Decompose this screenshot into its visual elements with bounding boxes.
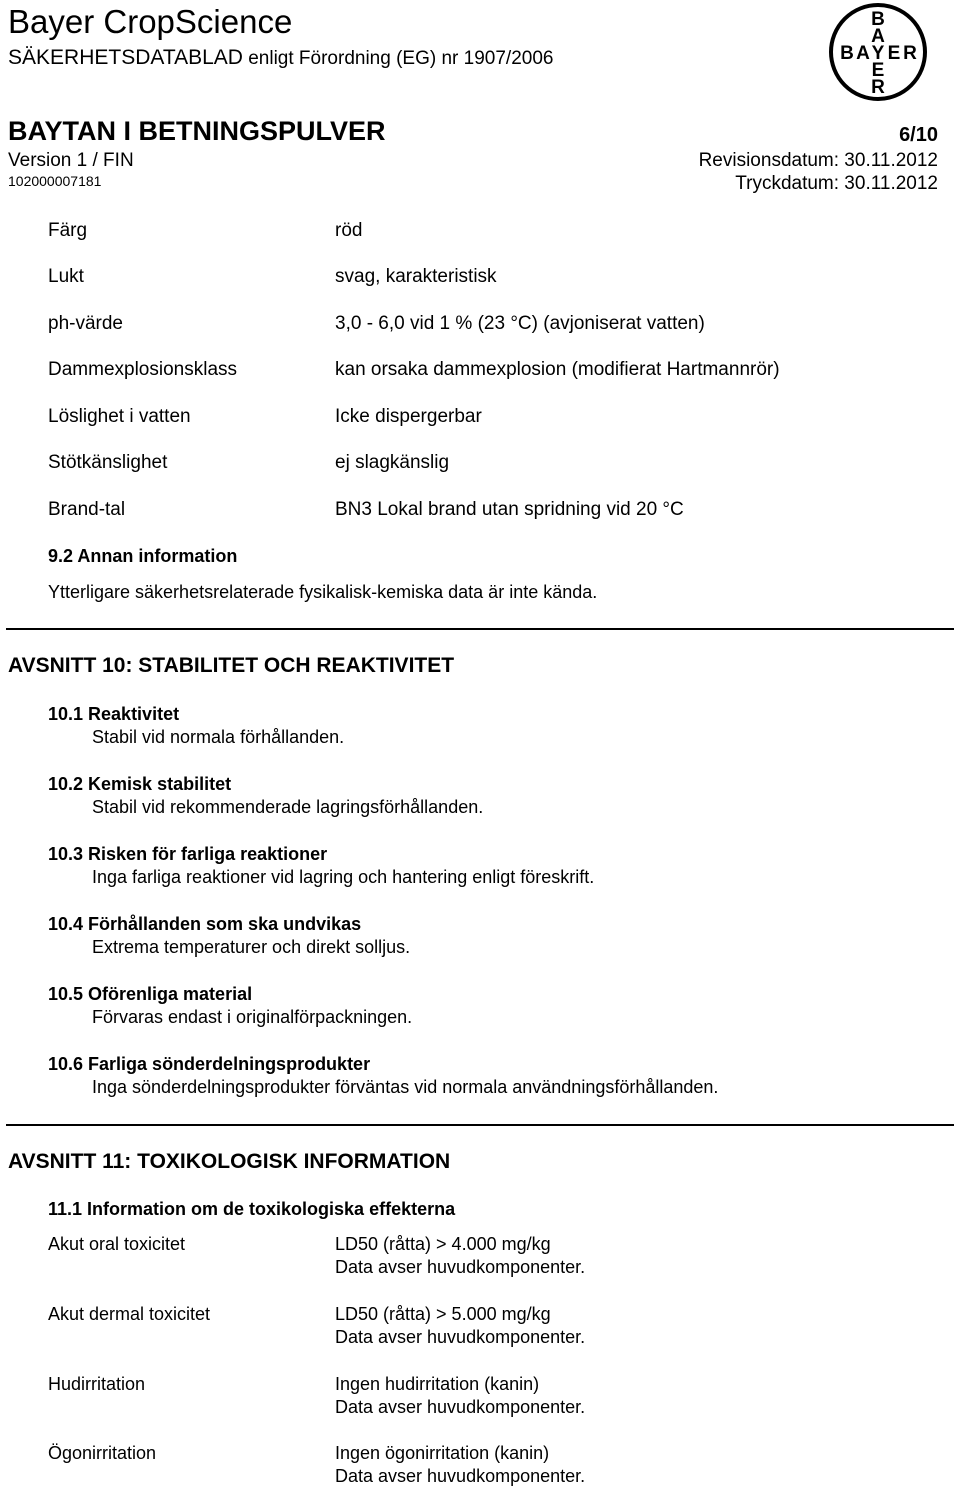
property-label: Lukt (48, 266, 84, 287)
subsection-text: Förvaras endast i originalförpackningen. (92, 1007, 413, 1027)
svg-text:A: A (871, 26, 885, 47)
svg-text:A: A (856, 43, 870, 64)
svg-text:B: B (840, 43, 854, 64)
property-label: Dammexplosionsklass (48, 359, 238, 380)
property-value: ej slagkänslig (335, 452, 450, 473)
property-value: 3,0 - 6,0 vid 1 % (23 °C) (avjoniserat vatten) (335, 313, 705, 334)
document-title-regulation: enligt Förordning (EG) nr 1907/2006 (242, 48, 554, 69)
property-value: röd (335, 220, 363, 241)
section-9-2-heading: 9.2 Annan information (48, 546, 238, 566)
tox-value: LD50 (råtta) > 5.000 mg/kg (335, 1304, 551, 1324)
property-label: Löslighet i vatten (48, 406, 191, 427)
section-9-2-text: Ytterligare säkerhetsrelaterade fysikalisk-kemiska data är inte kända. (48, 582, 598, 602)
tox-value: Ingen ögonirritation (kanin) (335, 1443, 550, 1463)
tox-label: Ögonirritation (48, 1443, 157, 1463)
tox-label: Hudirritation (48, 1374, 146, 1394)
svg-text:E: E (887, 43, 901, 64)
property-value: BN3 Lokal brand utan spridning vid 20 °C (335, 499, 684, 520)
section-11-1-heading: 11.1 Information om de toxikologiska effekterna (48, 1199, 456, 1219)
property-value: Icke dispergerbar (335, 406, 482, 427)
subsection-heading: 10.6 Farliga sönderdelningsprodukter (48, 1054, 371, 1074)
subsection-heading: 10.3 Risken för farliga reaktioner (48, 844, 328, 864)
section-10-title: AVSNITT 10: STABILITET OCH REAKTIVITET (8, 654, 455, 677)
subsection-heading: 10.4 Förhållanden som ska undvikas (48, 914, 362, 934)
subsection-heading: 10.2 Kemisk stabilitet (48, 774, 232, 794)
subsection-heading: 10.5 Oförenliga material (48, 984, 253, 1004)
subsection-heading: 10.1 Reaktivitet (48, 704, 180, 724)
property-label: Stötkänslighet (48, 452, 168, 473)
svg-text:Y: Y (871, 43, 885, 64)
section-divider (6, 1124, 954, 1126)
section-divider (6, 628, 954, 630)
property-label: Brand-tal (48, 499, 126, 520)
subsection-text: Stabil vid normala förhållanden. (92, 727, 345, 747)
subsection-text: Inga farliga reaktioner vid lagring och hantering enligt föreskrift. (92, 867, 595, 887)
svg-text:R: R (871, 77, 885, 98)
property-value: kan orsaka dammexplosion (modifierat Hartmannrör) (335, 359, 780, 380)
tox-note: Data avser huvudkomponenter. (335, 1327, 586, 1347)
revision-date: Revisionsdatum: 30.11.2012 (698, 150, 938, 171)
subsection-text: Stabil vid rekommenderade lagringsförhållanden. (92, 797, 484, 817)
svg-text:B: B (871, 9, 885, 30)
bayer-logo (828, 2, 928, 102)
tox-note: Data avser huvudkomponenter. (335, 1257, 586, 1277)
tox-note: Data avser huvudkomponenter. (335, 1466, 586, 1486)
property-value: svag, karakteristisk (335, 266, 497, 287)
tox-value: Ingen hudirritation (kanin) (335, 1374, 540, 1394)
tox-note: Data avser huvudkomponenter. (335, 1397, 586, 1417)
product-name: BAYTAN I BETNINGSPULVER (8, 116, 386, 146)
page-number: 6/10 (899, 124, 938, 146)
subsection-text: Inga sönderdelningsprodukter förväntas vid normala användningsförhållanden. (92, 1077, 719, 1097)
svg-text:E: E (871, 60, 885, 81)
tox-label: Akut oral toxicitet (48, 1234, 186, 1254)
tox-label: Akut dermal toxicitet (48, 1304, 211, 1324)
property-label: Färg (48, 220, 88, 241)
section-11-title: AVSNITT 11: TOXIKOLOGISK INFORMATION (8, 1150, 451, 1173)
document-number: 102000007181 (8, 173, 102, 189)
version: Version 1 / FIN (8, 150, 134, 171)
document-title (8, 45, 553, 72)
print-date: Tryckdatum: 30.11.2012 (735, 173, 938, 194)
subsection-text: Extrema temperaturer och direkt solljus. (92, 937, 411, 957)
company-name: Bayer CropScience (8, 3, 293, 40)
svg-text:R: R (903, 43, 917, 64)
document-title-main: SÄKERHETSDATABLAD (8, 46, 243, 69)
property-label: ph-värde (48, 313, 123, 334)
tox-value: LD50 (råtta) > 4.000 mg/kg (335, 1234, 551, 1254)
